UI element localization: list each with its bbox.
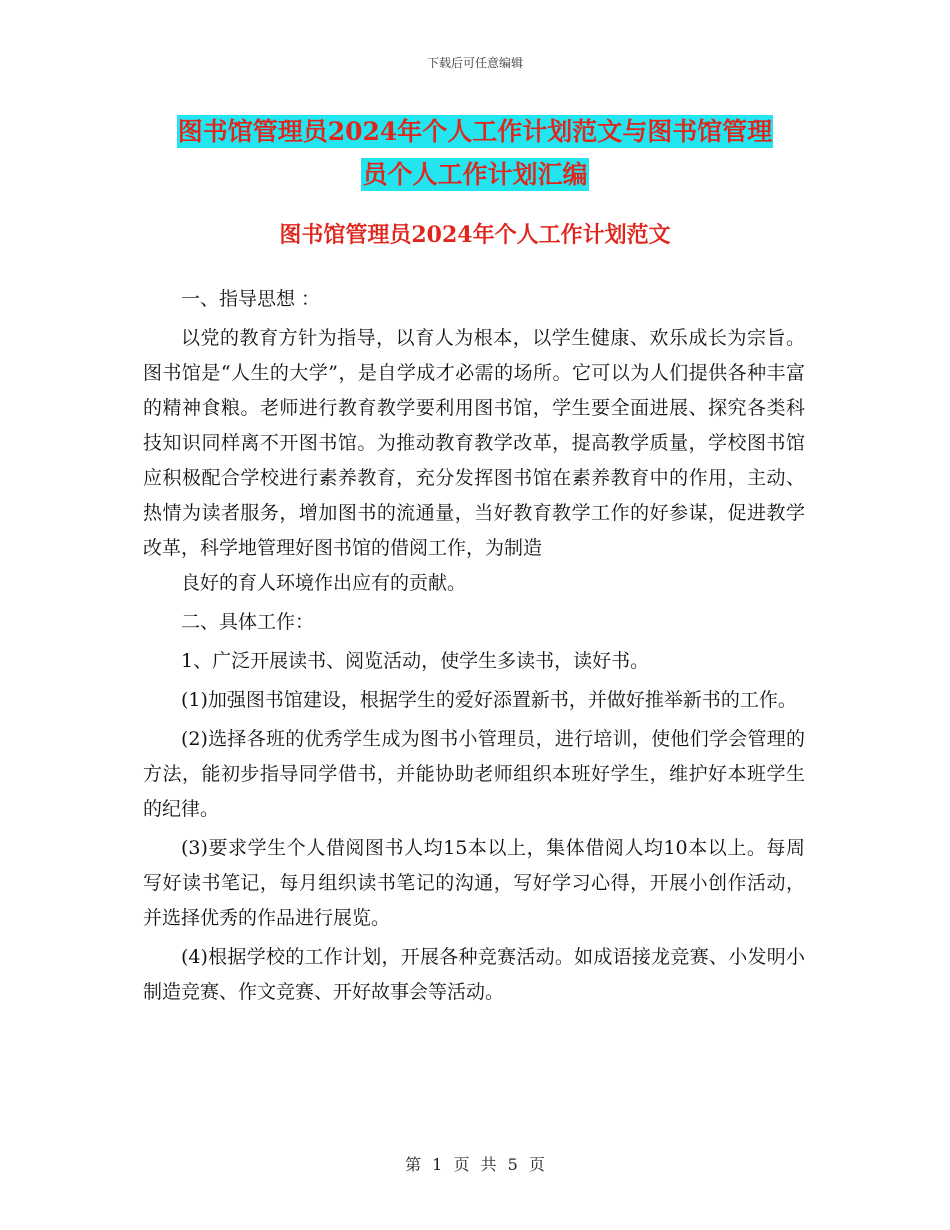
- paragraph-heading-guiding-thought: 一、指导思想 ：: [181, 288, 321, 310]
- paragraph-item-1: 1、广泛开展读书、阅览活动，使学生多读书，读好书。: [181, 650, 650, 672]
- paragraph-item-1-4: (4)根据学校的工作计划，开展各种竞赛活动。如成语接龙竞赛、小发明小制造竞赛、作文竞赛、开好故事会等活动。: [143, 946, 805, 1003]
- paragraph-contribution: 良好的育人环境作出应有的贡献。: [181, 572, 467, 594]
- document-title-line-1: 图书馆管理员2024年个人工作计划范文与图书馆管理: [177, 117, 773, 146]
- paragraph-guiding-thought: 以党的教育方针为指导，以育人为根本，以学生健康、欢乐成长为宗旨。图书馆是“人生的大学”，是自学成才必需的场所。它可以为人们提供各种丰富的精神食粮。老师进行教育教学要利用图书馆，学生要全面进展、探究各类科技知识同样离不开图书馆。为推动教育教学改革，提高教学质量，学校图书馆应积极配合学校进行素养教育，充分发挥图书馆在素养教育中的作用，主动、热情为读者服务，增加图书的流通量，当好教育教学工作的好参谋，促进教学改革，科学地管理好图书馆的借阅工作，为制造: [143, 327, 805, 559]
- paragraph-item-1-1: (1)加强图书馆建设，根据学生的爱好添置新书，并做好推举新书的工作。: [181, 689, 797, 711]
- document-title: [0, 110, 950, 196]
- document-title-line-2: 员个人工作计划汇编: [362, 160, 588, 189]
- document-body: [143, 282, 805, 1010]
- paragraph-item-1-3: (3)要求学生个人借阅图书人均15本以上，集体借阅人均10本以上。每周写好读书笔记，每月组织读书笔记的沟通，写好学习心得，开展小创作活动，并选择优秀的作品进行展览。: [143, 837, 805, 929]
- paragraph-item-1-2: (2)选择各班的优秀学生成为图书小管理员，进行培训，使他们学会管理的方法，能初步指导同学借书，并能协助老师组织本班好学生，维护好本班学生的纪律。: [143, 728, 805, 820]
- section-title: 图书馆管理员2024年个人工作计划范文: [279, 222, 671, 248]
- page-number: 第 1 页 共 5 页: [405, 1155, 545, 1174]
- paragraph-heading-specific-work: 二、具体工作：: [181, 611, 315, 633]
- header-note: 下载后可任意编辑: [426, 56, 523, 70]
